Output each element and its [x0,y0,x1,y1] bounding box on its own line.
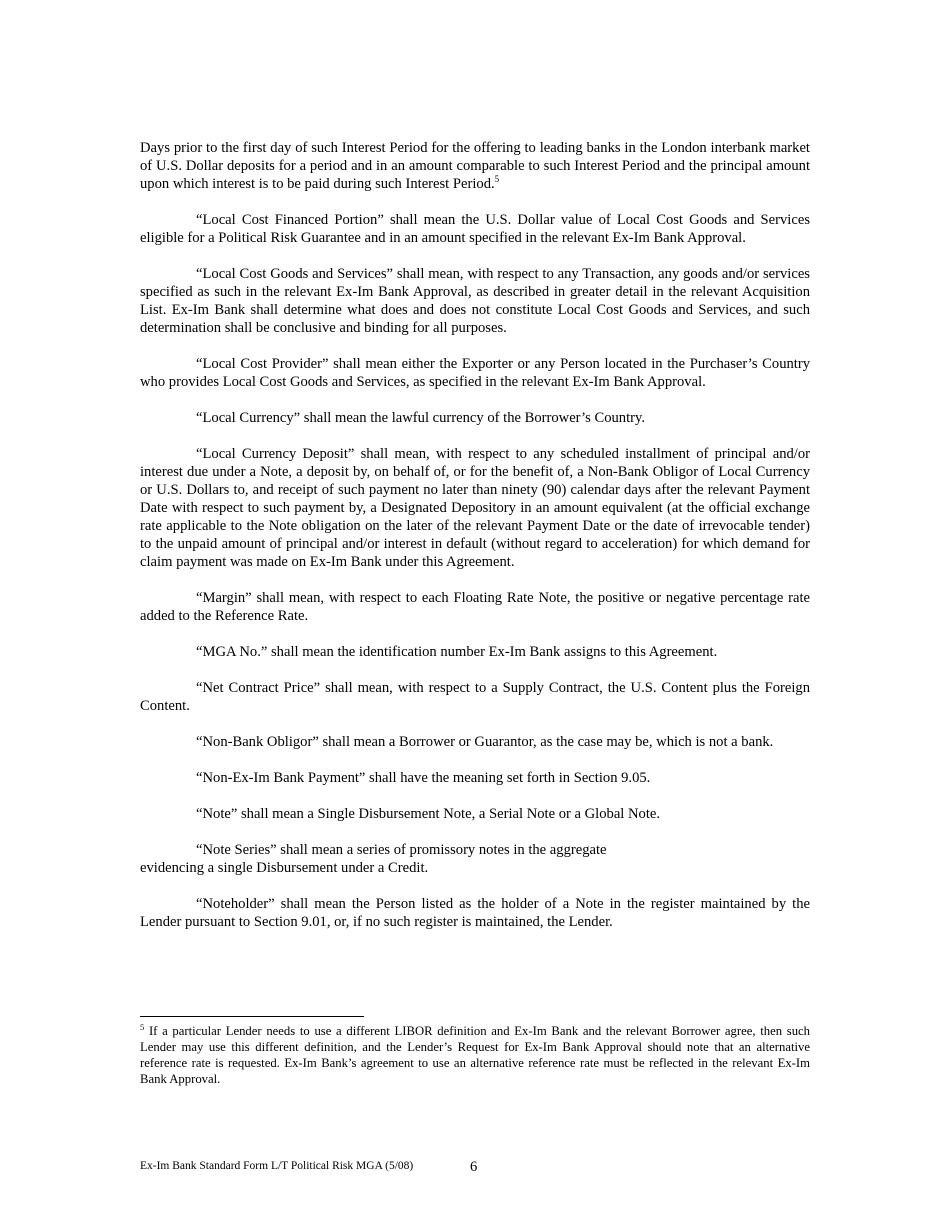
definition-local-cost-financed-portion: “Local Cost Financed Portion” shall mean the U.S. Dollar value of Local Cost Goods and Services eligible for a Political Risk Guarantee and in an amount specified in the relevant Ex-Im Bank Approval. [140,212,810,246]
definition-non-bank-obligor: “Non-Bank Obligor” shall mean a Borrower or Guarantor, as the case may be, which is not a bank. [196,734,774,750]
definition-margin: “Margin” shall mean, with respect to each Floating Rate Note, the positive or negative percentage rate added to the Reference Rate. [140,590,810,624]
footnote-text: If a particular Lender needs to use a different LIBOR definition and Ex-Im Bank and the relevant Borrower agree, then such Lender may use this different definition, and the Lender’s Request for Ex-Im Bank Approval should note that an alternative reference rate is requested. Ex-Im Bank’s agreement to use an alternative reference rate must be reflected in the relevant Ex-Im Bank Approval. [140,1024,811,1086]
document-body [140,139,810,949]
definition-local-currency: “Local Currency” shall mean the lawful currency of the Borrower’s Country. [196,410,645,426]
footnote-reference: 5 [494,174,500,184]
definition-local-cost-goods-and-services: “Local Cost Goods and Services” shall mean, with respect to any Transaction, any goods and/or services specified as such in the relevant Ex-Im Bank Approval, as described in greater detail in the relevant Acquisition List. Ex-Im Bank shall determine what does and does not constitute Local Cost Goods and Services, and such determination shall be conclusive and binding for all purposes. [140,266,810,336]
paragraph-libor-continuation: Days prior to the first day of such Interest Period for the offering to leading banks in the London interbank market of U.S. Dollar deposits for a period and in an amount comparable to such Interest Period and the principal amount upon which interest is to be paid during such Interest Period.$^5$ [140,140,810,192]
footnote-divider [140,1016,364,1017]
definition-net-contract-price: “Net Contract Price” shall mean, with respect to a Supply Contract, the U.S. Content plus the Foreign Content. [140,680,810,714]
definition-note-series: “Note Series” shall mean a series of promissory notes in the aggregate evidencing a single Disbursement under a Credit. [140,842,607,876]
definition-local-cost-provider: “Local Cost Provider” shall mean either the Exporter or any Person located in the Purchaser’s Country who provides Local Cost Goods and Services, as specified in the relevant Ex-Im Bank Approval. [140,356,810,390]
definition-non-ex-im-bank-payment: “Non-Ex-Im Bank Payment” shall have the meaning set forth in Section 9.05. [196,770,651,786]
definition-mga-no: “MGA No.” shall mean the identification number Ex-Im Bank assigns to this Agreement. [196,644,718,660]
definition-note: “Note” shall mean a Single Disbursement Note, a Serial Note or a Global Note. [196,806,661,822]
footnote-number: 5 [140,1022,145,1032]
footnote [140,1023,810,1087]
page-number: 6 [470,1159,478,1175]
definition-noteholder: “Noteholder” shall mean the Person listed as the holder of a Note in the register maintained by the Lender pursuant to Section 9.01, or, if no such register is maintained, the Lender. [140,896,810,930]
definition-local-currency-deposit: “Local Currency Deposit” shall mean, with respect to any scheduled installment of principal and/or interest due under a Note, a deposit by, on behalf of, or for the benefit of, a Non-Bank Obligor of Local Currency or U.S. Dollars to, and receipt of such payment no later than ninety (90) calendar days after the relevant Payment Date with respect to such payment by, a Designated Depository in an amount equivalent (at the official exchange rate applicable to the Note obligation on the later of the relevant Payment Date or the date of irrevocable tender) to the unpaid amount of principal and/or interest in default (without regard to acceleration) for which demand for claim payment was made on Ex-Im Bank under this Agreement. [140,446,810,570]
footer-form-name: Ex-Im Bank Standard Form L/T Political Risk MGA (5/08) [140,1160,414,1172]
